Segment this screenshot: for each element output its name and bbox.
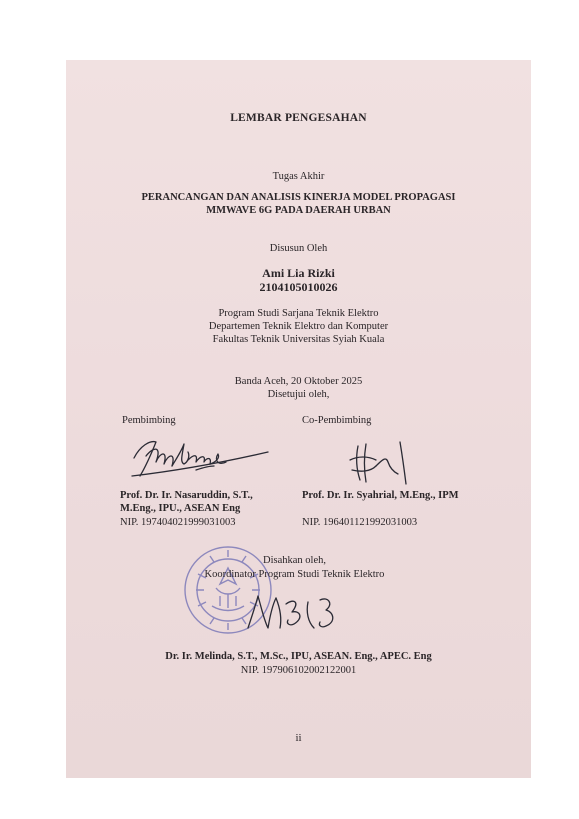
co-supervisor-signature bbox=[342, 438, 422, 490]
document-page bbox=[66, 60, 531, 778]
supervisor-signature bbox=[126, 432, 276, 484]
coordinator-nip: NIP. 197906102002122001 bbox=[240, 665, 357, 676]
supervisor-role: Pembimbing bbox=[122, 415, 176, 426]
author-id: 2104105010026 bbox=[259, 280, 338, 294]
author-name: Ami Lia Rizki bbox=[262, 266, 335, 280]
ratified-by-label: Disahkan oleh, bbox=[263, 555, 326, 566]
thesis-title-line-1: PERANCANGAN DAN ANALISIS KINERJA MODEL PROPAGASI bbox=[141, 192, 456, 203]
thesis-title-line-2: MMWAVE 6G PADA DAERAH URBAN bbox=[206, 205, 391, 216]
document-type: Tugas Akhir bbox=[272, 171, 325, 182]
faculty: Fakultas Teknik Universitas Syiah Kuala bbox=[212, 334, 385, 345]
supervisor-name-line-2: M.Eng., IPU., ASEAN Eng bbox=[120, 503, 241, 514]
co-supervisor-name: Prof. Dr. Ir. Syahrial, M.Eng., IPM bbox=[302, 490, 459, 501]
page-number: ii bbox=[295, 732, 302, 744]
page-title: LEMBAR PENGESAHAN bbox=[230, 112, 367, 124]
co-supervisor-nip: NIP. 196401121992031003 bbox=[302, 517, 418, 528]
supervisor-nip: NIP. 197404021999031003 bbox=[120, 517, 236, 528]
coordinator-role: Koordinator Program Studi Teknik Elektro bbox=[204, 569, 385, 580]
place-date: Banda Aceh, 20 Oktober 2025 bbox=[234, 376, 363, 387]
coordinator-name: Dr. Ir. Melinda, S.T., M.Sc., IPU, ASEAN. Eng., APEC. Eng bbox=[165, 651, 432, 662]
co-supervisor-role: Co-Pembimbing bbox=[302, 415, 372, 426]
prepared-by-label: Disusun Oleh bbox=[269, 243, 328, 254]
study-program: Program Studi Sarjana Teknik Elektro bbox=[218, 308, 379, 319]
approved-by-label: Disetujui oleh, bbox=[267, 389, 330, 400]
coordinator-signature bbox=[242, 588, 352, 638]
department: Departemen Teknik Elektro dan Komputer bbox=[208, 321, 389, 332]
supervisor-name-line-1: Prof. Dr. Ir. Nasaruddin, S.T., bbox=[120, 490, 253, 501]
